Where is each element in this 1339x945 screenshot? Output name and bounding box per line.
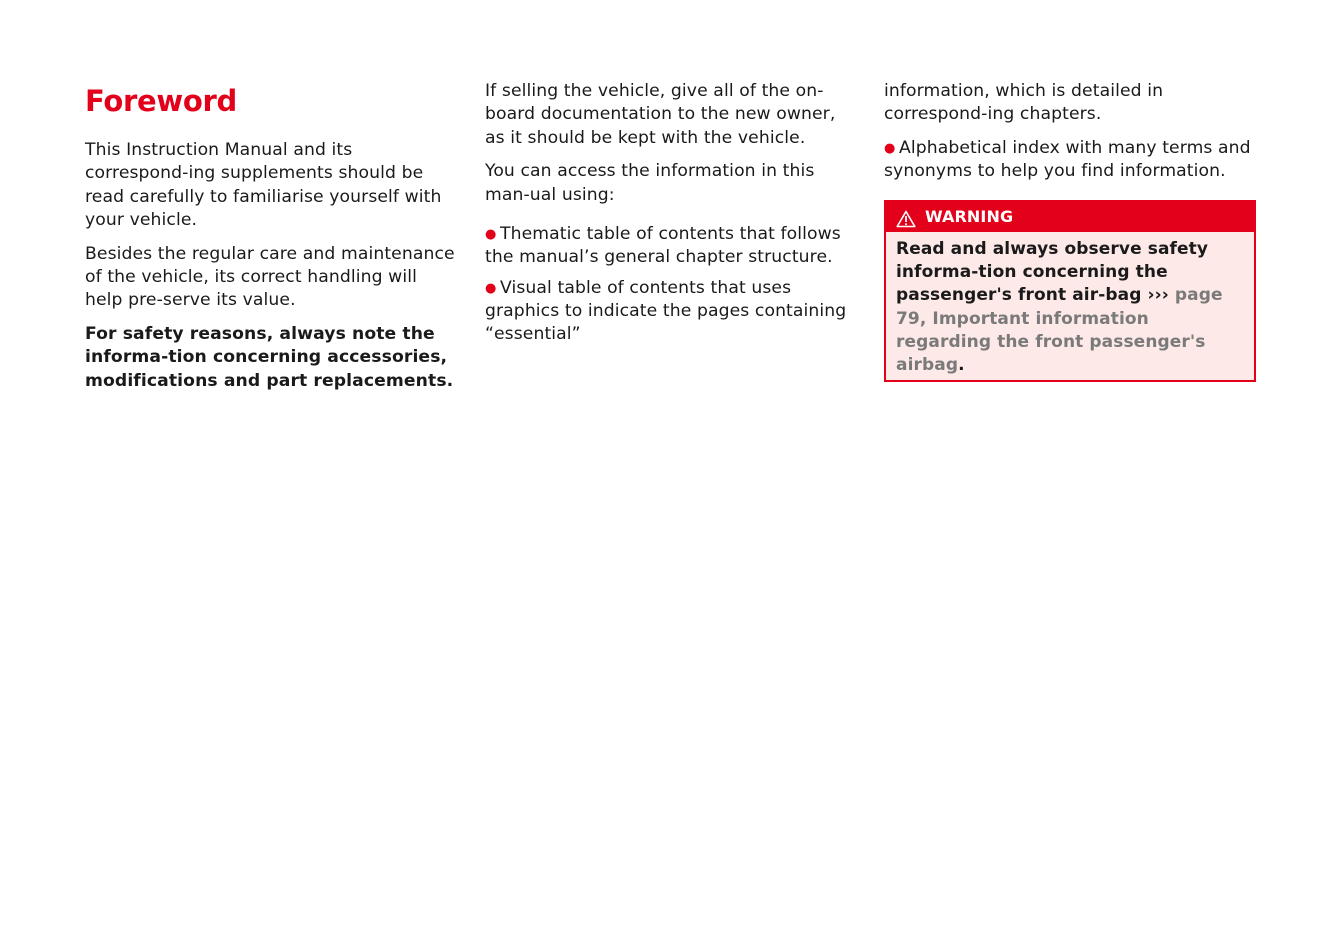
column-1 — [85, 80, 457, 403]
bullet-icon: ● — [485, 280, 497, 296]
cross-reference-arrows: ››› — [1147, 285, 1169, 306]
access-list — [485, 223, 857, 346]
warning-triangle-icon — [896, 208, 916, 226]
list-item — [884, 137, 1256, 184]
list-item-text: Visual table of contents that uses graphics to indicate the pages containing “essential” — [485, 277, 847, 345]
continuation-paragraph: information, which is detailed in correspond-ing chapters. — [884, 81, 1164, 125]
column-2 — [485, 80, 857, 353]
warning-heading: WARNING — [925, 206, 1014, 226]
selling-paragraph: If selling the vehicle, give all of the on-board documentation to the new owner, as it should be kept with the vehicle. — [485, 81, 836, 148]
index-list — [884, 137, 1256, 184]
list-item-text: Thematic table of contents that follows the manual’s general chapter structure. — [485, 223, 841, 268]
warning-header — [886, 202, 1254, 232]
list-item-text: Alphabetical index with many terms and synonyms to help you find information. — [884, 138, 1251, 182]
warning-end: . — [958, 355, 965, 376]
airbag-page-link[interactable]: page 79, Important information regarding the front passenger's airbag — [896, 285, 1223, 376]
bullet-icon: ● — [884, 141, 896, 157]
list-item — [485, 277, 857, 347]
intro-paragraph: This Instruction Manual and its correspond-ing supplements should be read carefully to familiarise yourself with your vehicle. — [85, 140, 442, 230]
page-title: Foreword — [85, 84, 237, 118]
column-3 — [884, 80, 1256, 382]
list-item — [485, 223, 857, 270]
warning-text: Read and always observe safety informa-tion concerning the passenger's front air-bag — [896, 238, 1209, 306]
access-paragraph: You can access the information in this man-ual using: — [485, 161, 815, 205]
warning-body — [886, 232, 1254, 381]
care-paragraph: Besides the regular care and maintenance of the vehicle, its correct handling will help pre-serve its value. — [85, 243, 455, 311]
bullet-icon: ● — [485, 226, 497, 242]
warning-box — [884, 200, 1256, 383]
safety-note-paragraph: For safety reasons, always note the informa-tion concerning accessories, modifications and part replacements. — [85, 324, 454, 391]
